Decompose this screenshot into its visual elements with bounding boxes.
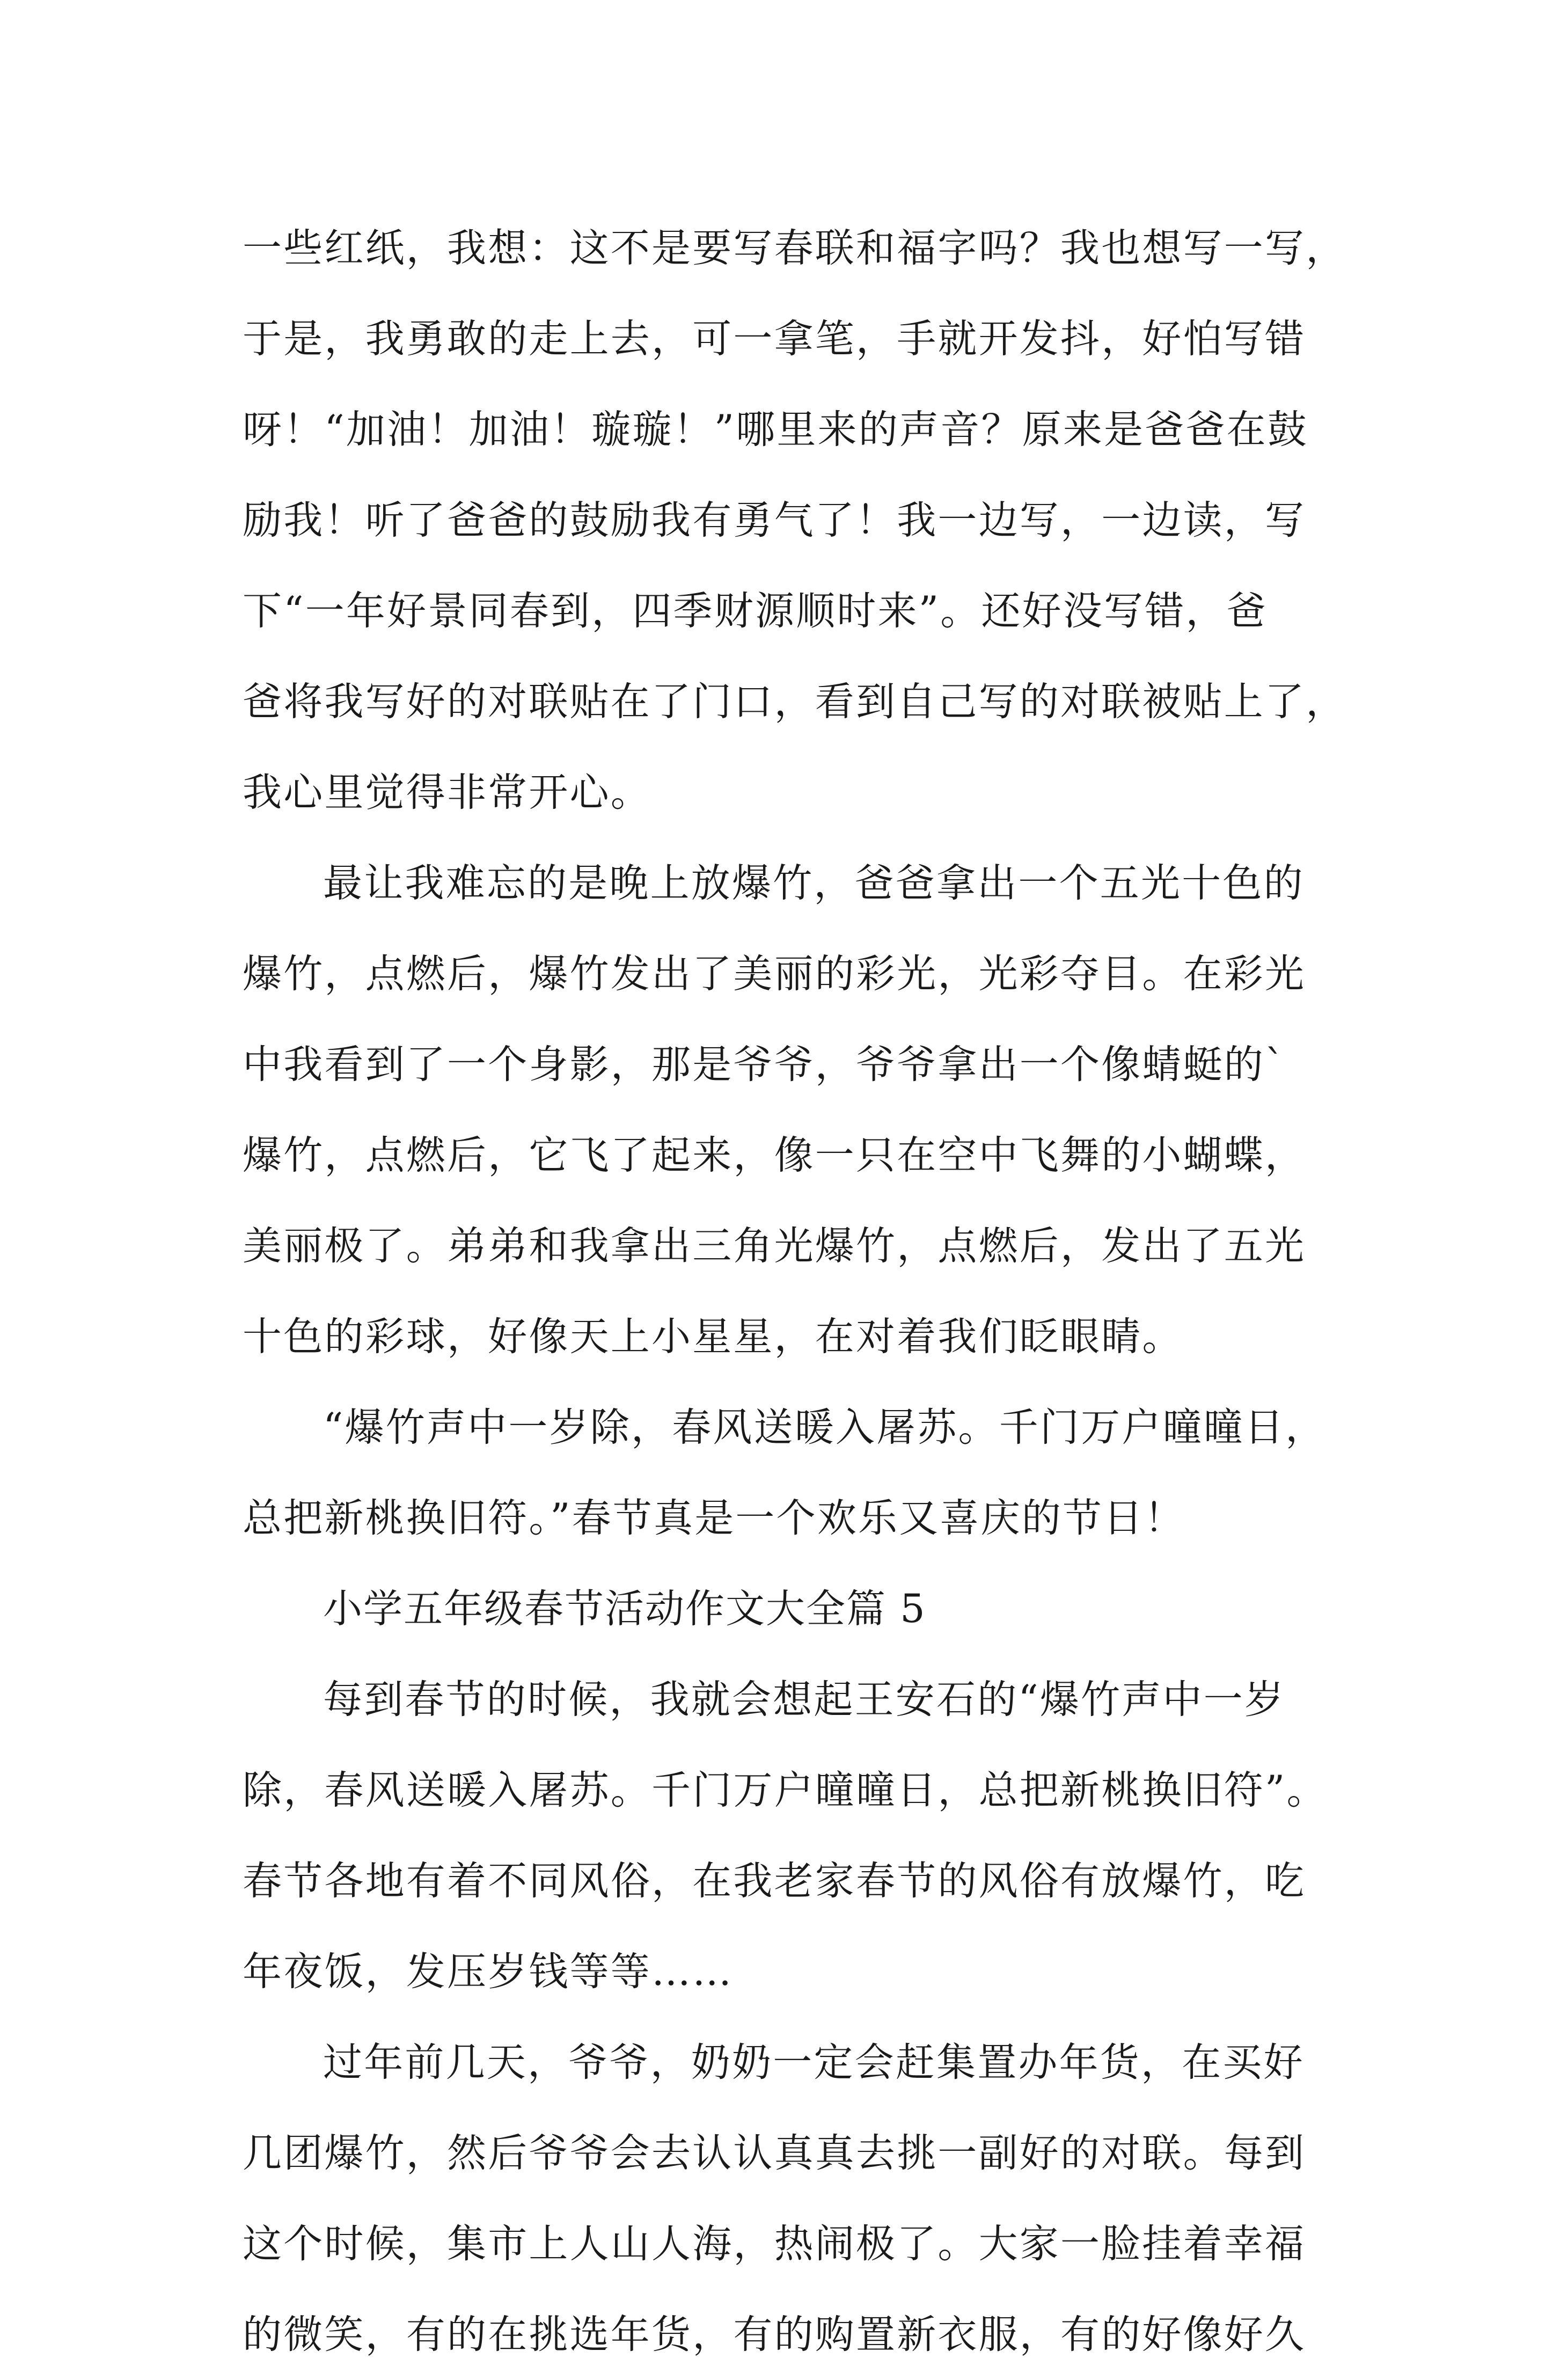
document-body	[243, 203, 1347, 2380]
section-heading: 小学五年级春节活动作文大全篇 5	[323, 1586, 926, 1632]
text-line: 爸将我写好的对联贴在了门口，看到自己写的对联被贴上了，	[243, 679, 1347, 725]
text-line: 几团爆竹，然后爷爷会去认认真真去挑一副好的对联。每到	[243, 2130, 1306, 2176]
text-line: 下“一年好景同春到，四季财源顺时来”。还好没写错，爸	[243, 588, 1268, 634]
text-line: 呀！“加油！加油！璇璇！”哪里来的声音？原来是爸爸在鼓	[243, 407, 1309, 452]
text-line: 十色的彩球，好像天上小星星，在对着我们眨眼睛。	[243, 1314, 1183, 1360]
text-line: 一些红纸，我想：这不是要写春联和福字吗？我也想写一写，	[243, 225, 1347, 271]
text-line: 爆竹，点燃后，爆竹发出了美丽的彩光，光彩夺目。在彩光	[243, 951, 1306, 997]
paragraph-first-line: 每到春节的时候，我就会想起王安石的“爆竹声中一岁	[323, 1677, 1286, 1722]
text-line: 春节各地有着不同风俗，在我老家春节的风俗有放爆竹，吃	[243, 1858, 1306, 1904]
text-line: 的微笑，有的在挑选年货，有的购置新衣服，有的好像好久	[243, 2312, 1306, 2357]
text-line: 除，春风送暖入屠苏。千门万户曈曈日，总把新桃换旧符”。	[243, 1768, 1328, 1813]
text-line: 励我！听了爸爸的鼓励我有勇气了！我一边写，一边读，写	[243, 498, 1306, 543]
text-line: 我心里觉得非常开心。	[243, 770, 651, 815]
text-line: 中我看到了一个身影，那是爷爷，爷爷拿出一个像蜻蜓的`	[243, 1042, 1286, 1087]
paragraph-first-line: 最让我难忘的是晚上放爆竹，爸爸拿出一个五光十色的	[323, 860, 1305, 906]
text-line: 爆竹，点燃后，它飞了起来，像一只在空中飞舞的小蝴蝶，	[243, 1133, 1306, 1178]
text-line: 于是，我勇敢的走上去，可一拿笔，手就开发抖，好怕写错	[243, 316, 1306, 362]
text-line: 这个时候，集市上人山人海，热闹极了。大家一脸挂着幸福	[243, 2221, 1306, 2267]
text-line: 总把新桃换旧符。”春节真是一个欢乐又喜庆的节日！	[243, 1495, 1185, 1541]
text-line: 年夜饭，发压岁钱等等……	[243, 1949, 734, 1995]
text-line: 美丽极了。弟弟和我拿出三角光爆竹，点燃后，发出了五光	[243, 1223, 1306, 1269]
paragraph-first-line: “爆竹声中一岁除，春风送暖入屠苏。千门万户曈曈日，	[323, 1405, 1327, 1450]
paragraph-first-line: 过年前几天，爷爷，奶奶一定会赶集置办年货，在买好	[323, 2040, 1305, 2085]
